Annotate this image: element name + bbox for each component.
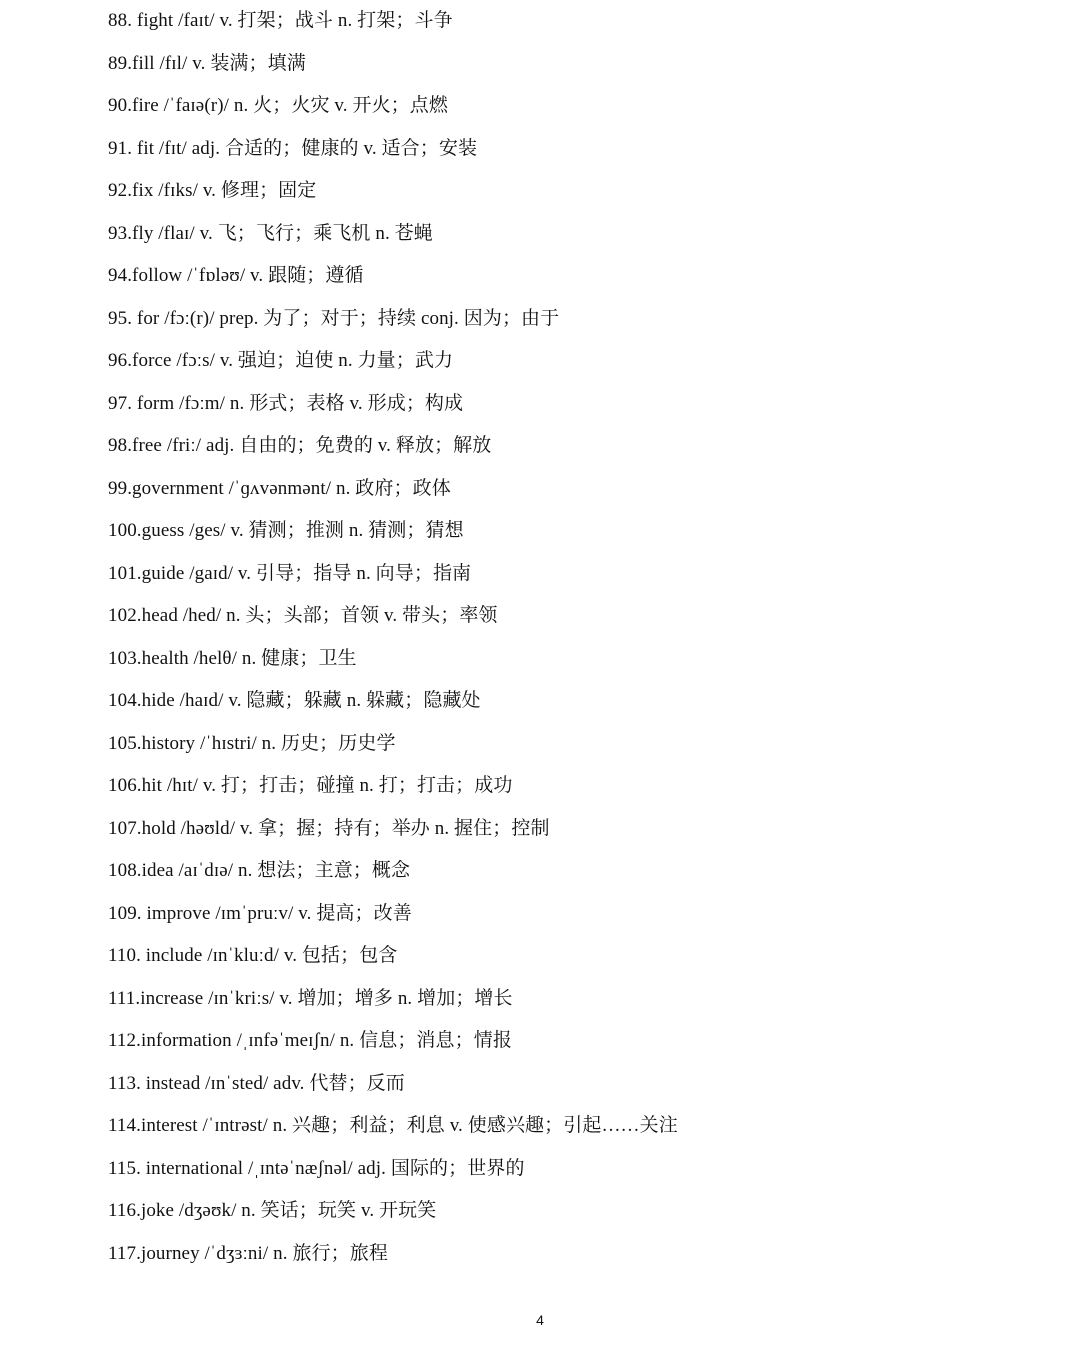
list-item bbox=[108, 389, 678, 432]
list-item bbox=[108, 729, 678, 772]
list-item bbox=[108, 261, 678, 304]
vocab-entry-text: 110. include /ɪnˈkluːd/ v. 包括；包含 bbox=[108, 945, 398, 966]
list-item bbox=[108, 559, 678, 602]
list-item bbox=[108, 304, 678, 347]
vocab-entry-text: 96.force /fɔːs/ v. 强迫；迫使 n. 力量；武力 bbox=[108, 350, 454, 371]
list-item bbox=[108, 814, 678, 857]
vocab-entry-text: 117.journey /ˈdʒɜːni/ n. 旅行；旅程 bbox=[108, 1242, 388, 1264]
vocab-entry-text: 106.hit /hɪt/ v. 打；打击；碰撞 n. 打；打击；成功 bbox=[108, 775, 513, 796]
vocab-entry-text: 114.interest /ˈɪntrəst/ n. 兴趣；利益；利息 v. 使感兴趣；引起……关注 bbox=[108, 1115, 678, 1136]
vocab-entry-text: 92.fix /fɪks/ v. 修理；固定 bbox=[108, 180, 317, 201]
list-item bbox=[108, 1069, 678, 1112]
vocab-entry-text: 90.fire /ˈfaɪə(r)/ n. 火；火灾 v. 开火；点燃 bbox=[108, 95, 448, 116]
vocabulary-list bbox=[108, 6, 678, 1281]
vocab-entry-text: 97. form /fɔːm/ n. 形式；表格 v. 形成；构成 bbox=[108, 392, 464, 414]
vocab-entry-text: 111.increase /ɪnˈkriːs/ v. 增加；增多 n. 增加；增长 bbox=[108, 987, 513, 1009]
list-item bbox=[108, 856, 678, 899]
vocab-entry-text: 89.fill /fɪl/ v. 装满；填满 bbox=[108, 52, 306, 74]
vocab-entry-text: 109. improve /ɪmˈpruːv/ v. 提高；改善 bbox=[108, 902, 412, 924]
vocab-entry-text: 91. fit /fɪt/ adj. 合适的；健康的 v. 适合；安装 bbox=[108, 137, 478, 159]
list-item bbox=[108, 6, 678, 49]
page-number: 4 bbox=[536, 1312, 544, 1328]
list-item bbox=[108, 176, 678, 219]
vocab-entry-text: 93.fly /flaɪ/ v. 飞；飞行；乘飞机 n. 苍蝇 bbox=[108, 222, 433, 244]
list-item bbox=[108, 686, 678, 729]
vocab-entry-text: 101.guide /gaɪd/ v. 引导；指导 n. 向导；指南 bbox=[108, 562, 472, 584]
vocab-entry-text: 103.health /helθ/ n. 健康；卫生 bbox=[108, 647, 357, 669]
vocab-entry-text: 113. instead /ɪnˈsted/ adv. 代替；反而 bbox=[108, 1072, 405, 1094]
list-item bbox=[108, 941, 678, 984]
list-item bbox=[108, 1239, 678, 1282]
vocab-entry-text: 116.joke /dʒəʊk/ n. 笑话；玩笑 v. 开玩笑 bbox=[108, 1200, 437, 1221]
list-item bbox=[108, 601, 678, 644]
list-item bbox=[108, 219, 678, 262]
list-item bbox=[108, 91, 678, 134]
vocab-entry-text: 94.follow /ˈfɒləʊ/ v. 跟随；遵循 bbox=[108, 265, 364, 286]
vocab-entry-text: 104.hide /haɪd/ v. 隐藏；躲藏 n. 躲藏；隐藏处 bbox=[108, 690, 481, 711]
list-item bbox=[108, 644, 678, 687]
list-item bbox=[108, 771, 678, 814]
list-item bbox=[108, 134, 678, 177]
vocab-entry-text: 95. for /fɔː(r)/ prep. 为了；对于；持续 conj. 因为；由于 bbox=[108, 307, 560, 329]
list-item bbox=[108, 474, 678, 517]
list-item bbox=[108, 516, 678, 559]
vocab-entry-text: 102.head /hed/ n. 头；头部；首领 v. 带头；率领 bbox=[108, 605, 498, 626]
list-item bbox=[108, 346, 678, 389]
list-item bbox=[108, 899, 678, 942]
list-item bbox=[108, 1026, 678, 1069]
vocab-entry-text: 105.history /ˈhɪstri/ n. 历史；历史学 bbox=[108, 732, 396, 754]
vocab-entry-text: 98.free /friː/ adj. 自由的；免费的 v. 释放；解放 bbox=[108, 435, 492, 456]
vocab-entry-text: 115. international /ˌɪntəˈnæʃnəl/ adj. 国际的；世界的 bbox=[108, 1157, 525, 1179]
vocab-entry-text: 100.guess /ges/ v. 猜测；推测 n. 猜测；猜想 bbox=[108, 520, 464, 541]
list-item bbox=[108, 984, 678, 1027]
list-item bbox=[108, 1154, 678, 1197]
vocab-entry-text: 88. fight /faɪt/ v. 打架；战斗 n. 打架；斗争 bbox=[108, 10, 453, 31]
list-item bbox=[108, 1111, 678, 1154]
list-item bbox=[108, 1196, 678, 1239]
list-item bbox=[108, 431, 678, 474]
list-item bbox=[108, 49, 678, 92]
vocab-entry-text: 99.government /ˈɡʌvənmənt/ n. 政府；政体 bbox=[108, 477, 451, 499]
vocab-entry-text: 108.idea /aɪˈdɪə/ n. 想法；主意；概念 bbox=[108, 860, 411, 881]
vocab-entry-text: 112.information /ˌɪnfəˈmeɪʃn/ n. 信息；消息；情报 bbox=[108, 1030, 512, 1051]
vocab-entry-text: 107.hold /həʊld/ v. 拿；握；持有；举办 n. 握住；控制 bbox=[108, 817, 550, 839]
